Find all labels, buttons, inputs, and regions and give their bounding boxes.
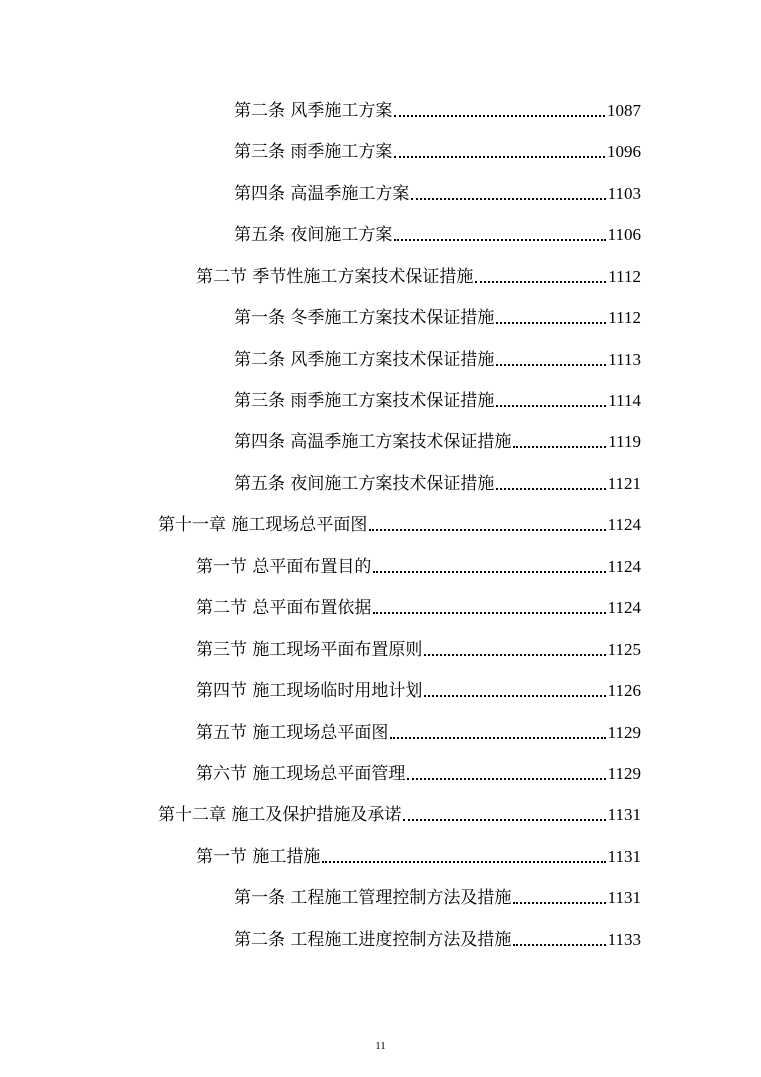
toc-entry[interactable] (234, 386, 641, 412)
toc-entry-title: 第三条 雨季施工方案技术保证措施 (234, 391, 495, 411)
dot-leader (373, 571, 605, 573)
toc-entry-title: 第五条 夜间施工方案技术保证措施 (234, 474, 495, 494)
toc-entry-title: 第二条 工程施工进度控制方法及措施 (234, 930, 512, 950)
toc-entry-page: 1106 (607, 225, 641, 244)
toc-entry-title: 第二节 总平面布置依据 (196, 598, 372, 618)
toc-entry[interactable] (234, 427, 641, 453)
toc-entry-title: 第二节 季节性施工方案技术保证措施 (196, 267, 474, 287)
dot-leader (424, 654, 605, 656)
toc-entry-title: 第六节 施工现场总平面管理 (196, 764, 406, 784)
dot-leader (322, 861, 605, 863)
dot-leader (369, 529, 605, 531)
toc-entry-page: 1103 (607, 184, 641, 203)
toc-entry-page: 1119 (608, 432, 641, 451)
toc-entry[interactable] (234, 469, 641, 495)
toc-entry-title: 第四条 高温季施工方案技术保证措施 (234, 432, 512, 452)
toc-entry-page: 1129 (607, 764, 641, 783)
toc-entry[interactable] (196, 635, 641, 661)
toc-entry[interactable] (196, 593, 641, 619)
dot-leader (373, 612, 605, 614)
toc-entry-page: 1087 (607, 101, 641, 120)
toc-entry-page: 1112 (608, 308, 641, 327)
toc-entry-title: 第二条 风季施工方案 (234, 101, 393, 121)
toc-entry-page: 1131 (607, 847, 641, 866)
toc-entry[interactable] (234, 96, 641, 122)
dot-leader (475, 281, 606, 283)
dot-leader (394, 156, 605, 158)
toc-entry-page: 1126 (607, 681, 641, 700)
page-number: 11 (375, 1040, 386, 1052)
toc-entry-title: 第四条 高温季施工方案 (234, 184, 410, 204)
toc-entry[interactable] (234, 883, 641, 909)
toc-entry-page: 1129 (607, 723, 641, 742)
dot-leader (424, 695, 605, 697)
toc-entry[interactable] (196, 842, 641, 868)
toc-entry-page: 1131 (607, 805, 641, 824)
dot-leader (513, 446, 606, 448)
toc-entry[interactable] (196, 262, 641, 288)
toc-entry-title: 第五节 施工现场总平面图 (196, 723, 389, 743)
toc-entry[interactable] (158, 510, 641, 536)
toc-entry-title: 第一条 工程施工管理控制方法及措施 (234, 888, 512, 908)
dot-leader (513, 902, 605, 904)
toc-entry-title: 第一节 施工措施 (196, 847, 321, 867)
toc-entry-title: 第十一章 施工现场总平面图 (158, 515, 368, 535)
toc-entry-page: 1113 (608, 350, 641, 369)
dot-leader (394, 115, 605, 117)
toc-entry-page: 1133 (607, 930, 641, 949)
toc-entry-page: 1125 (607, 640, 641, 659)
toc-entry[interactable] (196, 718, 641, 744)
toc-entry-title: 第十二章 施工及保护措施及承诺 (158, 805, 402, 825)
toc-entry-page: 1112 (608, 267, 641, 286)
dot-leader (394, 239, 605, 241)
dot-leader (390, 737, 605, 739)
dot-leader (403, 819, 605, 821)
toc-entry-title: 第三条 雨季施工方案 (234, 142, 393, 162)
toc-entry[interactable] (196, 676, 641, 702)
dot-leader (407, 778, 605, 780)
toc-entry-title: 第一节 总平面布置目的 (196, 557, 372, 577)
toc-entry-title: 第三节 施工现场平面布置原则 (196, 640, 423, 660)
dot-leader (411, 198, 605, 200)
toc-entry[interactable] (234, 137, 641, 163)
toc-entry-page: 1121 (607, 474, 641, 493)
toc-entry-title: 第二条 风季施工方案技术保证措施 (234, 350, 495, 370)
toc-entry[interactable] (196, 552, 641, 578)
toc-entry[interactable] (234, 179, 641, 205)
dot-leader (496, 488, 605, 490)
dot-leader (496, 364, 606, 366)
toc-entry-title: 第五条 夜间施工方案 (234, 225, 393, 245)
toc-entry[interactable] (158, 800, 641, 826)
dot-leader (513, 944, 605, 946)
dot-leader (496, 322, 606, 324)
toc-entry[interactable] (234, 345, 641, 371)
toc-entry-page: 1114 (608, 391, 641, 410)
toc-entry-page: 1096 (607, 142, 641, 161)
toc-entry[interactable] (196, 759, 641, 785)
toc-entry-title: 第一条 冬季施工方案技术保证措施 (234, 308, 495, 328)
toc-entry-page: 1124 (607, 598, 641, 617)
dot-leader (496, 405, 606, 407)
toc-entry[interactable] (234, 925, 641, 951)
toc-entry-page: 1131 (607, 888, 641, 907)
toc-entry-page: 1124 (607, 515, 641, 534)
toc-entry-title: 第四节 施工现场临时用地计划 (196, 681, 423, 701)
toc-entry[interactable] (234, 303, 641, 329)
toc-entry[interactable] (234, 220, 641, 246)
toc-entry-page: 1124 (607, 557, 641, 576)
